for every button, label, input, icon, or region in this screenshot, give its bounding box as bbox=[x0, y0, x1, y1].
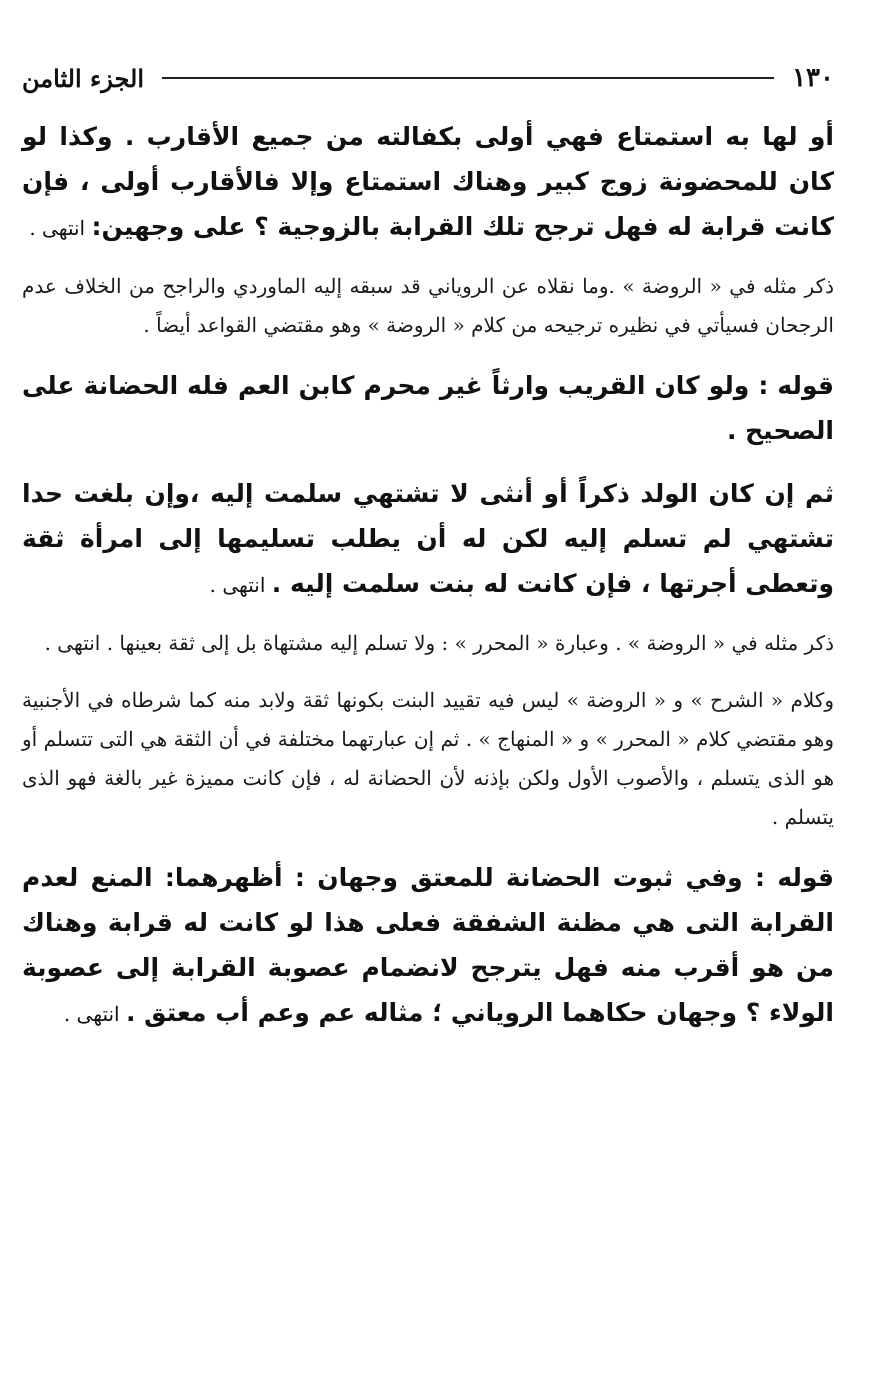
book-page bbox=[22, 56, 834, 1037]
matn-paragraph bbox=[22, 363, 834, 455]
matn-text: ثم إن كان الولد ذكراً أو أنثى لا تشتهي سلمت إليه ،وإن بلغت حدا تشتهي لم تسلم إليه لكن له أن يطلب تسليمها إلى امرأة ثقة وتعطى أجرتها ، فإن كانت له بنت سلمت إليه . bbox=[22, 479, 834, 598]
matn-text: قوله : وفي ثبوت الحضانة للمعتق وجهان : أظهرهما: المنع لعدم القرابة التى هي مظنة الشفقة فعلى هذا لو كانت له قرابة وهناك من هو أقرب منه فهل يترجح لانضمام عصوبة القرابة إلى عصوبة الولاء ؟ وجهان حكاهما الروياني ؛ مثاله عم وعم أب معتق . bbox=[22, 863, 834, 1027]
header-rule bbox=[162, 77, 774, 79]
page-number: ١٣٠ bbox=[792, 63, 834, 93]
sharh-paragraph: ذكر مثله في « الروضة » .وما نقلاه عن الروياني قد سبقه إليه الماوردي والراجح من الخلاف عدم الرجحان فسيأتي في نظيره ترجيحه من كلام « الروضة » وهو مقتضي القواعد أيضاً . bbox=[22, 274, 834, 337]
intaha-marker: انتهى . bbox=[63, 1002, 126, 1026]
sharh-paragraph: ذكر مثله في « الروضة » . وعبارة « المحرر » : ولا تسلم إليه مشتهاة بل إلى ثقة بعينها . انتهى . bbox=[44, 631, 834, 655]
sharh-paragraph: وكلام « الشرح » و « الروضة » ليس فيه تقييد البنت بكونها ثقة ولابد منه كما شرطاه في الأجنبية وهو مقتضي كلام « المحرر » و « المنهاج » . ثم إن عبارتهما مختلفة في أن الثقة هي التى تتسلم أو هو الذى يتسلم ، والأصوب الأول ولكن بإذنه لأن الحضانة له ، فإن كانت مميزة غير بالغة فهو الذى يتسلم . bbox=[22, 688, 834, 829]
running-header bbox=[22, 56, 834, 100]
part-title: الجزء الثامن bbox=[22, 63, 145, 93]
intaha-marker: انتهى . bbox=[209, 573, 272, 597]
matn-text: قوله : ولو كان القريب وارثاً غير محرم كابن العم فله الحضانة على الصحيح . bbox=[22, 371, 834, 445]
matn-paragraph bbox=[22, 114, 834, 251]
matn-paragraph bbox=[22, 471, 834, 608]
intaha-marker: انتهى . bbox=[29, 216, 92, 240]
matn-text: أو لها به استمتاع فهي أولى بكفالته من جميع الأقارب . وكذا لو كان للمحضونة زوج كبير وهناك استمتاع وإلا فالأقارب أولى ، فإن كانت قرابة له فهل ترجح تلك القرابة بالزوجية ؟ على وجهين: bbox=[22, 122, 834, 241]
matn-paragraph bbox=[22, 855, 834, 1037]
